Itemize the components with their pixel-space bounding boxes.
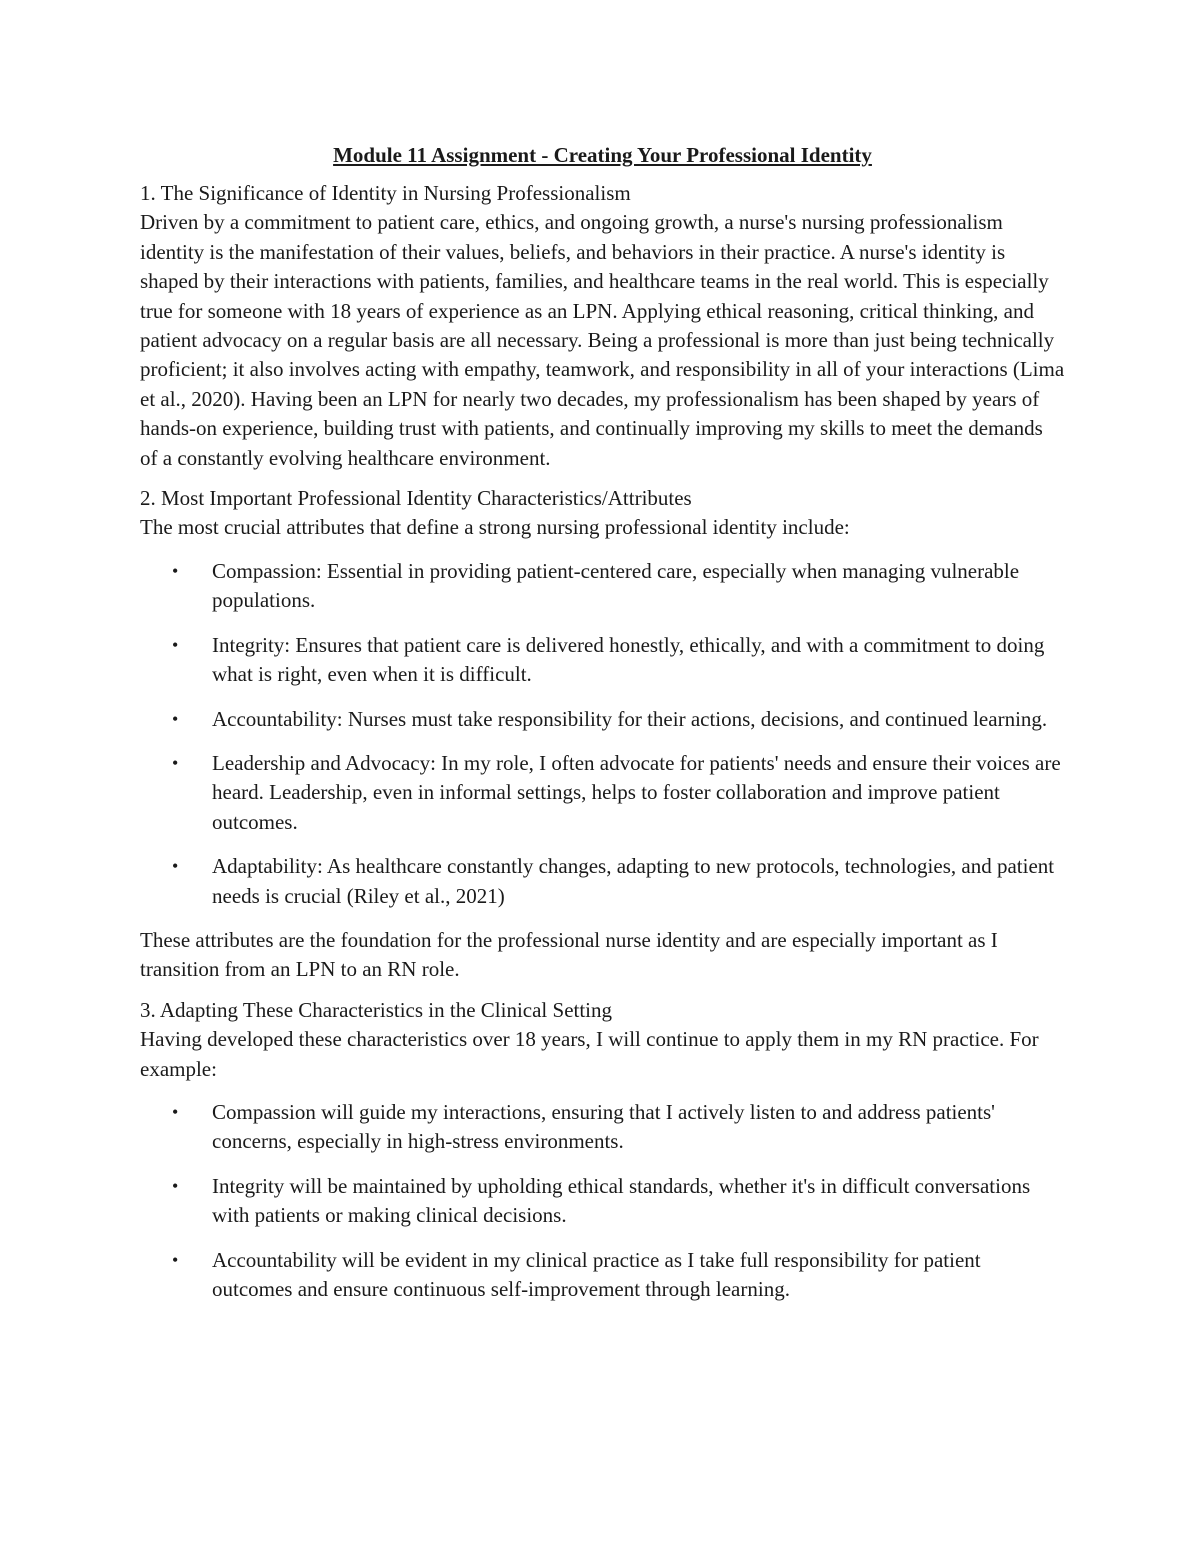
section-intro: Having developed these characteristics over 18 years, I will continue to apply them in my RN practice. For example: [140,1027,1039,1081]
list-item [140,557,1065,616]
bullet-icon: • [172,634,179,655]
list-item [140,749,1065,837]
list-item-text: Compassion: Essential in providing patient-centered care, especially when managing vulnerable populations. [212,558,1020,613]
bullet-icon: • [172,560,179,581]
list-item [140,1172,1065,1231]
document-title: Module 11 Assignment - Creating Your Professional Identity [333,143,872,167]
section-body: Driven by a commitment to patient care, ethics, and ongoing growth, a nurse's nursing professionalism identity is the manifestation of their values, beliefs, and behaviors in their practice. A nurse's identity is shaped by their interactions with patients, families, and healthcare teams in the real world. This is especially true for someone with 18 years of experience as an LPN. Applying ethical reasoning, critical thinking, and patient advocacy on a regular basis are all necessary. Being a professional is more than just being technically proficient; it also involves acting with empathy, teamwork, and responsibility in all of your interactions (Lima et al., 2020). Having been an LPN for nearly two decades, my professionalism has been shaped by years of hands-on experience, building trust with patients, and continually improving my skills to meet the demands of a constantly evolving healthcare environment. [140,210,1065,470]
section-clinical-setting [140,996,1065,1305]
list-item [140,631,1065,690]
bullet-icon: • [172,1175,179,1196]
section-heading: 2. Most Important Professional Identity Characteristics/Attributes [140,486,692,511]
section-heading: 1. The Significance of Identity in Nursing Professionalism [140,181,631,205]
attributes-list [140,557,1065,911]
section-heading: 3. Adapting These Characteristics in the Clinical Setting [140,997,613,1022]
list-item-text: Accountability: Nurses must take responsibility for their actions, decisions, and continued learning. [212,706,1048,731]
list-item [140,852,1065,911]
list-item-text: Adaptability: As healthcare constantly changes, adapting to new protocols, technologies, and patient needs is crucial (Riley et al., 2021) [212,854,1055,908]
bullet-icon: • [172,1101,179,1122]
section-closing: These attributes are the foundation for the professional nurse identity and are especially important as I transition from an LPN to an RN role. [140,927,998,982]
list-item-text: Accountability will be evident in my clinical practice as I take full responsibility for patient outcomes and ensure continuous self-improvement through learning. [212,1247,981,1301]
list-item [140,1098,1065,1157]
list-item [140,1246,1065,1305]
list-item-text: Integrity: Ensures that patient care is delivered honestly, ethically, and with a commitment to doing what is right, even when it is difficult. [212,632,1045,687]
section-significance [140,179,1065,473]
list-item-text: Compassion will guide my interactions, ensuring that I actively listen to and address patients' concerns, especially in high-stress environments. [212,1099,995,1154]
list-item-text: Integrity will be maintained by upholding ethical standards, whether it's in difficult conversations with patients or making clinical decisions. [212,1173,1031,1228]
document-page [140,140,1065,1319]
bullet-icon: • [172,752,179,773]
section-intro: The most crucial attributes that define a strong nursing professional identity include: [140,515,850,540]
clinical-list [140,1098,1065,1304]
section-attributes [140,484,1065,985]
bullet-icon: • [172,1249,179,1270]
bullet-icon: • [172,708,179,729]
list-item-text: Leadership and Advocacy: In my role, I often advocate for patients' needs and ensure their voices are heard. Leadership, even in informal settings, helps to foster collaboration and improve patient outcomes. [212,750,1061,834]
bullet-icon: • [172,856,179,877]
list-item [140,705,1065,734]
